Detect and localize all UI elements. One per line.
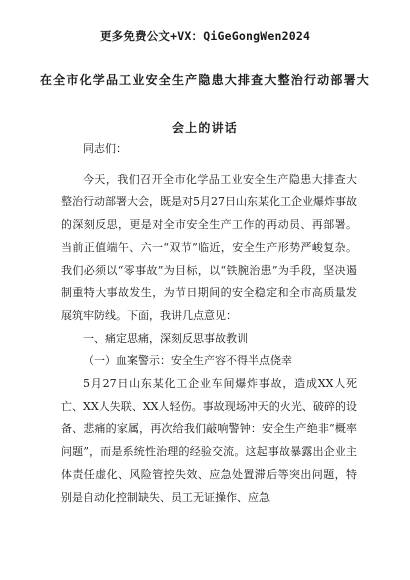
paragraph-intro: 今天，我们召开全市化学品工业安全生产隐患大排查大整治行动部署大会，既是对5月27日山东某化工企业爆炸事故的深刻反思，更是对全市安全生产工作的再动员、再部署。当前正值端午、六一“双节”临近，安全生产形势严峻复杂。我们必须以“零事故”为目标，以“铁腕治患”为手段，坚决遏制重特大事故发生，为节日期间的安全稳定和全市高质量发展筑牢防线。下面，我讲几点意见：: [61, 172, 357, 322]
salutation: 同志们：: [83, 142, 127, 155]
document-body: [61, 138, 357, 509]
promo-header: 更多免费公文+VX：QiGeGongWen2024: [99, 29, 311, 43]
section-heading-1: 一、痛定思痛，深刻反思事故教训: [83, 331, 248, 345]
document-title-line-1: 在全市化学品工业安全生产隐患大排查大整治行动部署大: [39, 73, 370, 87]
paragraph-accident: 5月27日山东某化工企业车间爆炸事故，造成XX人死亡、XX人失联、XX人轻伤。事故现场冲天的火光、破碎的设备、悲痛的家属，再次给我们敲响警钟：安全生产绝非“概率问题”，而是系统性治理的经验交流。这起事故暴露出企业主体责任虚化、风险管控失效、应急处置滞后等突出问题，特别是自动化控制缺失、员工无证操作、应急: [61, 377, 357, 504]
subsection-heading-1: （一）血案警示：安全生产容不得半点侥幸: [83, 354, 292, 368]
document-title-line-2: 会上的讲话: [171, 121, 238, 135]
